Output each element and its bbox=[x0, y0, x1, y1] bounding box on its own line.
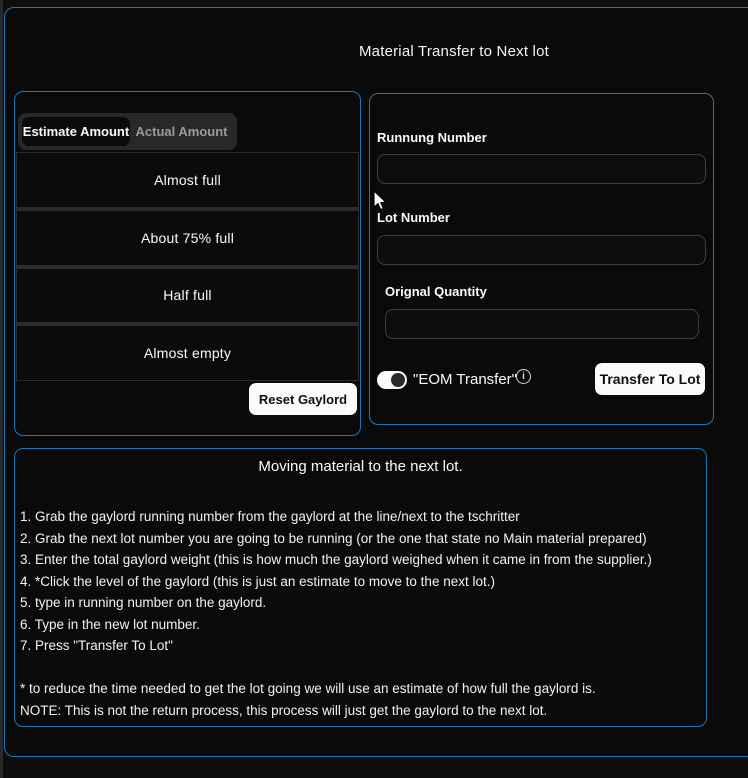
original-quantity-input[interactable] bbox=[385, 309, 699, 339]
amount-tabs bbox=[18, 113, 237, 150]
level-button-almost-empty[interactable]: Almost empty bbox=[17, 326, 358, 380]
info-circle-icon[interactable]: i bbox=[516, 369, 531, 384]
running-number-input[interactable] bbox=[377, 154, 706, 184]
running-number-label: Runnung Number bbox=[377, 130, 487, 145]
instruction-step: 5. type in running number on the gaylord. bbox=[20, 595, 267, 610]
instruction-step: 4. *Click the level of the gaylord (this is just an estimate to move to the next lot.) bbox=[20, 573, 495, 589]
instructions-notes bbox=[20, 678, 596, 721]
eom-transfer-toggle[interactable] bbox=[377, 371, 407, 389]
transfer-form-card bbox=[369, 93, 714, 425]
instruction-step: 3. Enter the total gaylord weight (this is how much the gaylord weighed when it came in from the supplier.) bbox=[20, 552, 652, 567]
instructions-card bbox=[14, 448, 707, 727]
instructions-title: Moving material to the next lot. bbox=[258, 458, 463, 475]
page-title: Material Transfer to Next lot bbox=[358, 43, 550, 60]
instruction-note: * to reduce the time needed to get the lot going we will use an estimate of how full the gaylord is. bbox=[20, 681, 596, 696]
material-transfer-panel bbox=[4, 7, 748, 757]
estimate-card bbox=[14, 91, 361, 436]
tab-actual-amount[interactable]: Actual Amount bbox=[135, 124, 228, 139]
level-button-75-full[interactable]: About 75% full bbox=[17, 211, 358, 265]
gaylord-level-list bbox=[16, 152, 359, 381]
mouse-cursor bbox=[373, 190, 388, 212]
instructions-step-list bbox=[20, 506, 652, 657]
lot-number-label: Lot Number bbox=[377, 210, 450, 225]
level-button-almost-full[interactable]: Almost full bbox=[17, 153, 358, 207]
instruction-step: 6. Type in the new lot number. bbox=[20, 616, 200, 632]
original-quantity-label: Orignal Quantity bbox=[385, 284, 487, 299]
lot-number-input[interactable] bbox=[377, 235, 706, 265]
instruction-note: NOTE: This is not the return process, this process will just get the gaylord to the next lot. bbox=[20, 702, 548, 718]
instruction-step: 7. Press "Transfer To Lot" bbox=[20, 638, 173, 653]
eom-transfer-label: "EOM Transfer" bbox=[413, 371, 518, 388]
tab-estimate-amount[interactable]: Estimate Amount bbox=[22, 117, 130, 146]
left-edge-strip bbox=[0, 0, 3, 778]
transfer-to-lot-button[interactable]: Transfer To Lot bbox=[595, 363, 705, 395]
instruction-step: 2. Grab the next lot number you are going to be running (or the one that state no Main material prepared) bbox=[20, 530, 647, 546]
instruction-step: 1. Grab the gaylord running number from the gaylord at the line/next to the tschritter bbox=[20, 509, 520, 524]
toggle-knob bbox=[391, 373, 405, 387]
reset-gaylord-button[interactable]: Reset Gaylord bbox=[249, 383, 357, 415]
level-button-half-full[interactable]: Half full bbox=[17, 269, 358, 323]
